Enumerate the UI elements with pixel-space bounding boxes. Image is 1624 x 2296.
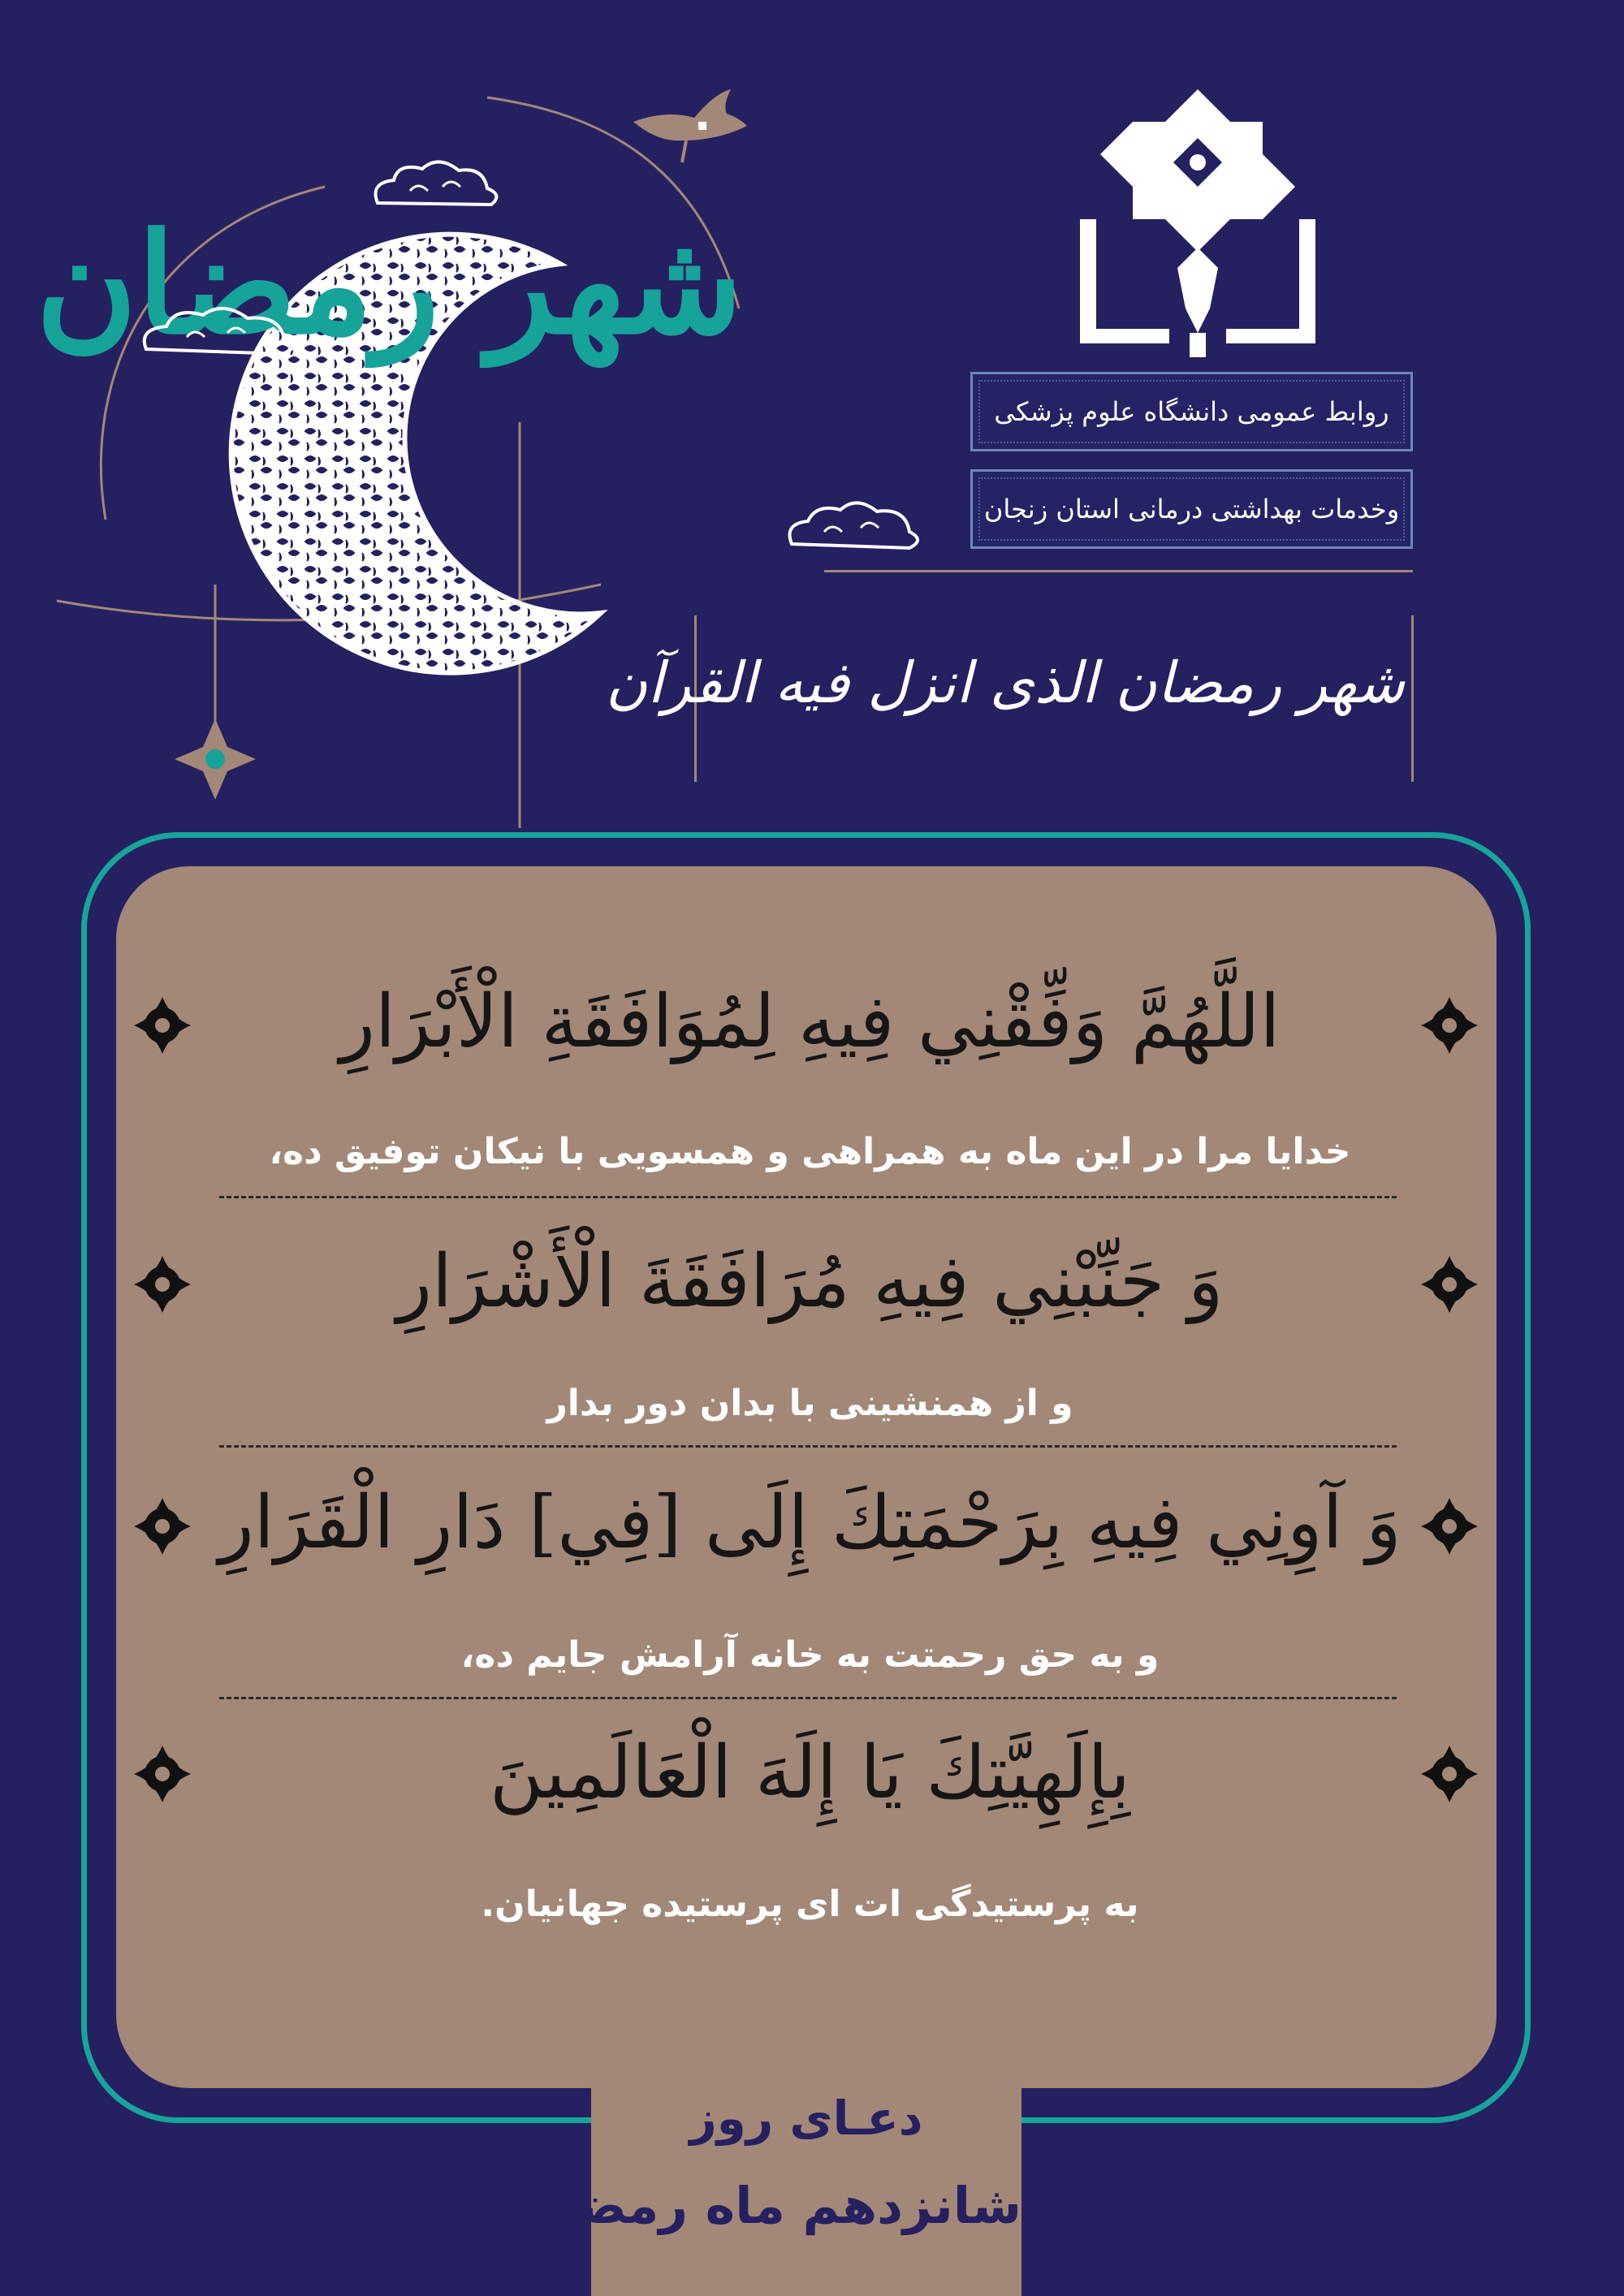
bird-icon: [617, 77, 755, 166]
day-name: شانزدهم ماه رمضان: [516, 2176, 1021, 2235]
org-name-line2-text: وخدمات بهداشتی درمانی استان زنجان: [983, 494, 1400, 524]
bullet-icon: [134, 1746, 191, 1802]
line-divider: [219, 1445, 1397, 1448]
prayer-line-1-persian: خدایا مرا در این ماه به همراهی و همسویی با نیکان توفیق ده،: [269, 1131, 1351, 1172]
prayer-line-3-arabic: وَ آوِنِي فِيهِ بِرَحْمَتِكَ إِلَى [فِي] دَارِ الْقَرَارِ: [218, 1480, 1402, 1565]
prayer-line-2-persian: و از همنشینی با بدان دور بدار: [546, 1383, 1073, 1424]
ornament-icon: [171, 714, 260, 804]
cloud-icon: [130, 300, 309, 365]
verse-title: شهر رمضان الذی انزل فیه القرآن: [605, 650, 1405, 716]
university-emblem-icon: [1080, 89, 1315, 357]
bullet-icon: [134, 997, 191, 1054]
org-name-line1: [970, 372, 1413, 451]
org-name-line1-text: روابط عمومی دانشگاه علوم پزشکی: [994, 396, 1389, 427]
line-divider: [219, 1196, 1397, 1198]
prayer-line-2-arabic: وَ جَنِّبْنِي فِيهِ مُرَافَقَةَ الْأَشْرَارِ: [396, 1239, 1224, 1324]
bullet-icon: [1421, 1498, 1478, 1555]
bullet-icon: [1421, 1746, 1478, 1802]
prayer-line-4-persian: به پرستیدگی ات ای پرستیده جهانیان.: [481, 1884, 1139, 1925]
prayer-line-1-arabic: اللَّهُمَّ وَفِّقْنِي فِيهِ لِمُوَافَقَةِ الْأَبْرَارِ: [339, 979, 1281, 1064]
bullet-icon: [134, 1498, 191, 1555]
cloud-icon: [775, 495, 930, 560]
org-name-line2: [970, 469, 1413, 549]
header-divider: [824, 570, 1413, 572]
ramadan-calligraphy: شهر رمضان: [35, 203, 743, 365]
bullet-icon: [1421, 997, 1478, 1054]
cloud-icon: [361, 154, 508, 219]
prayer-line-3-persian: و به حق رحمتت به خانه آرامش جایم ده،: [460, 1634, 1160, 1676]
day-label: دعـای روز: [689, 2091, 923, 2146]
bullet-icon: [134, 1256, 191, 1313]
prayer-line-4-arabic: بِإِلَهِيَّتِكَ يَا إِلَهَ الْعَالَمِينَ: [490, 1730, 1130, 1815]
bullet-icon: [1421, 1256, 1478, 1313]
verse-bar-right: [1411, 615, 1414, 782]
line-divider: [219, 1697, 1397, 1699]
